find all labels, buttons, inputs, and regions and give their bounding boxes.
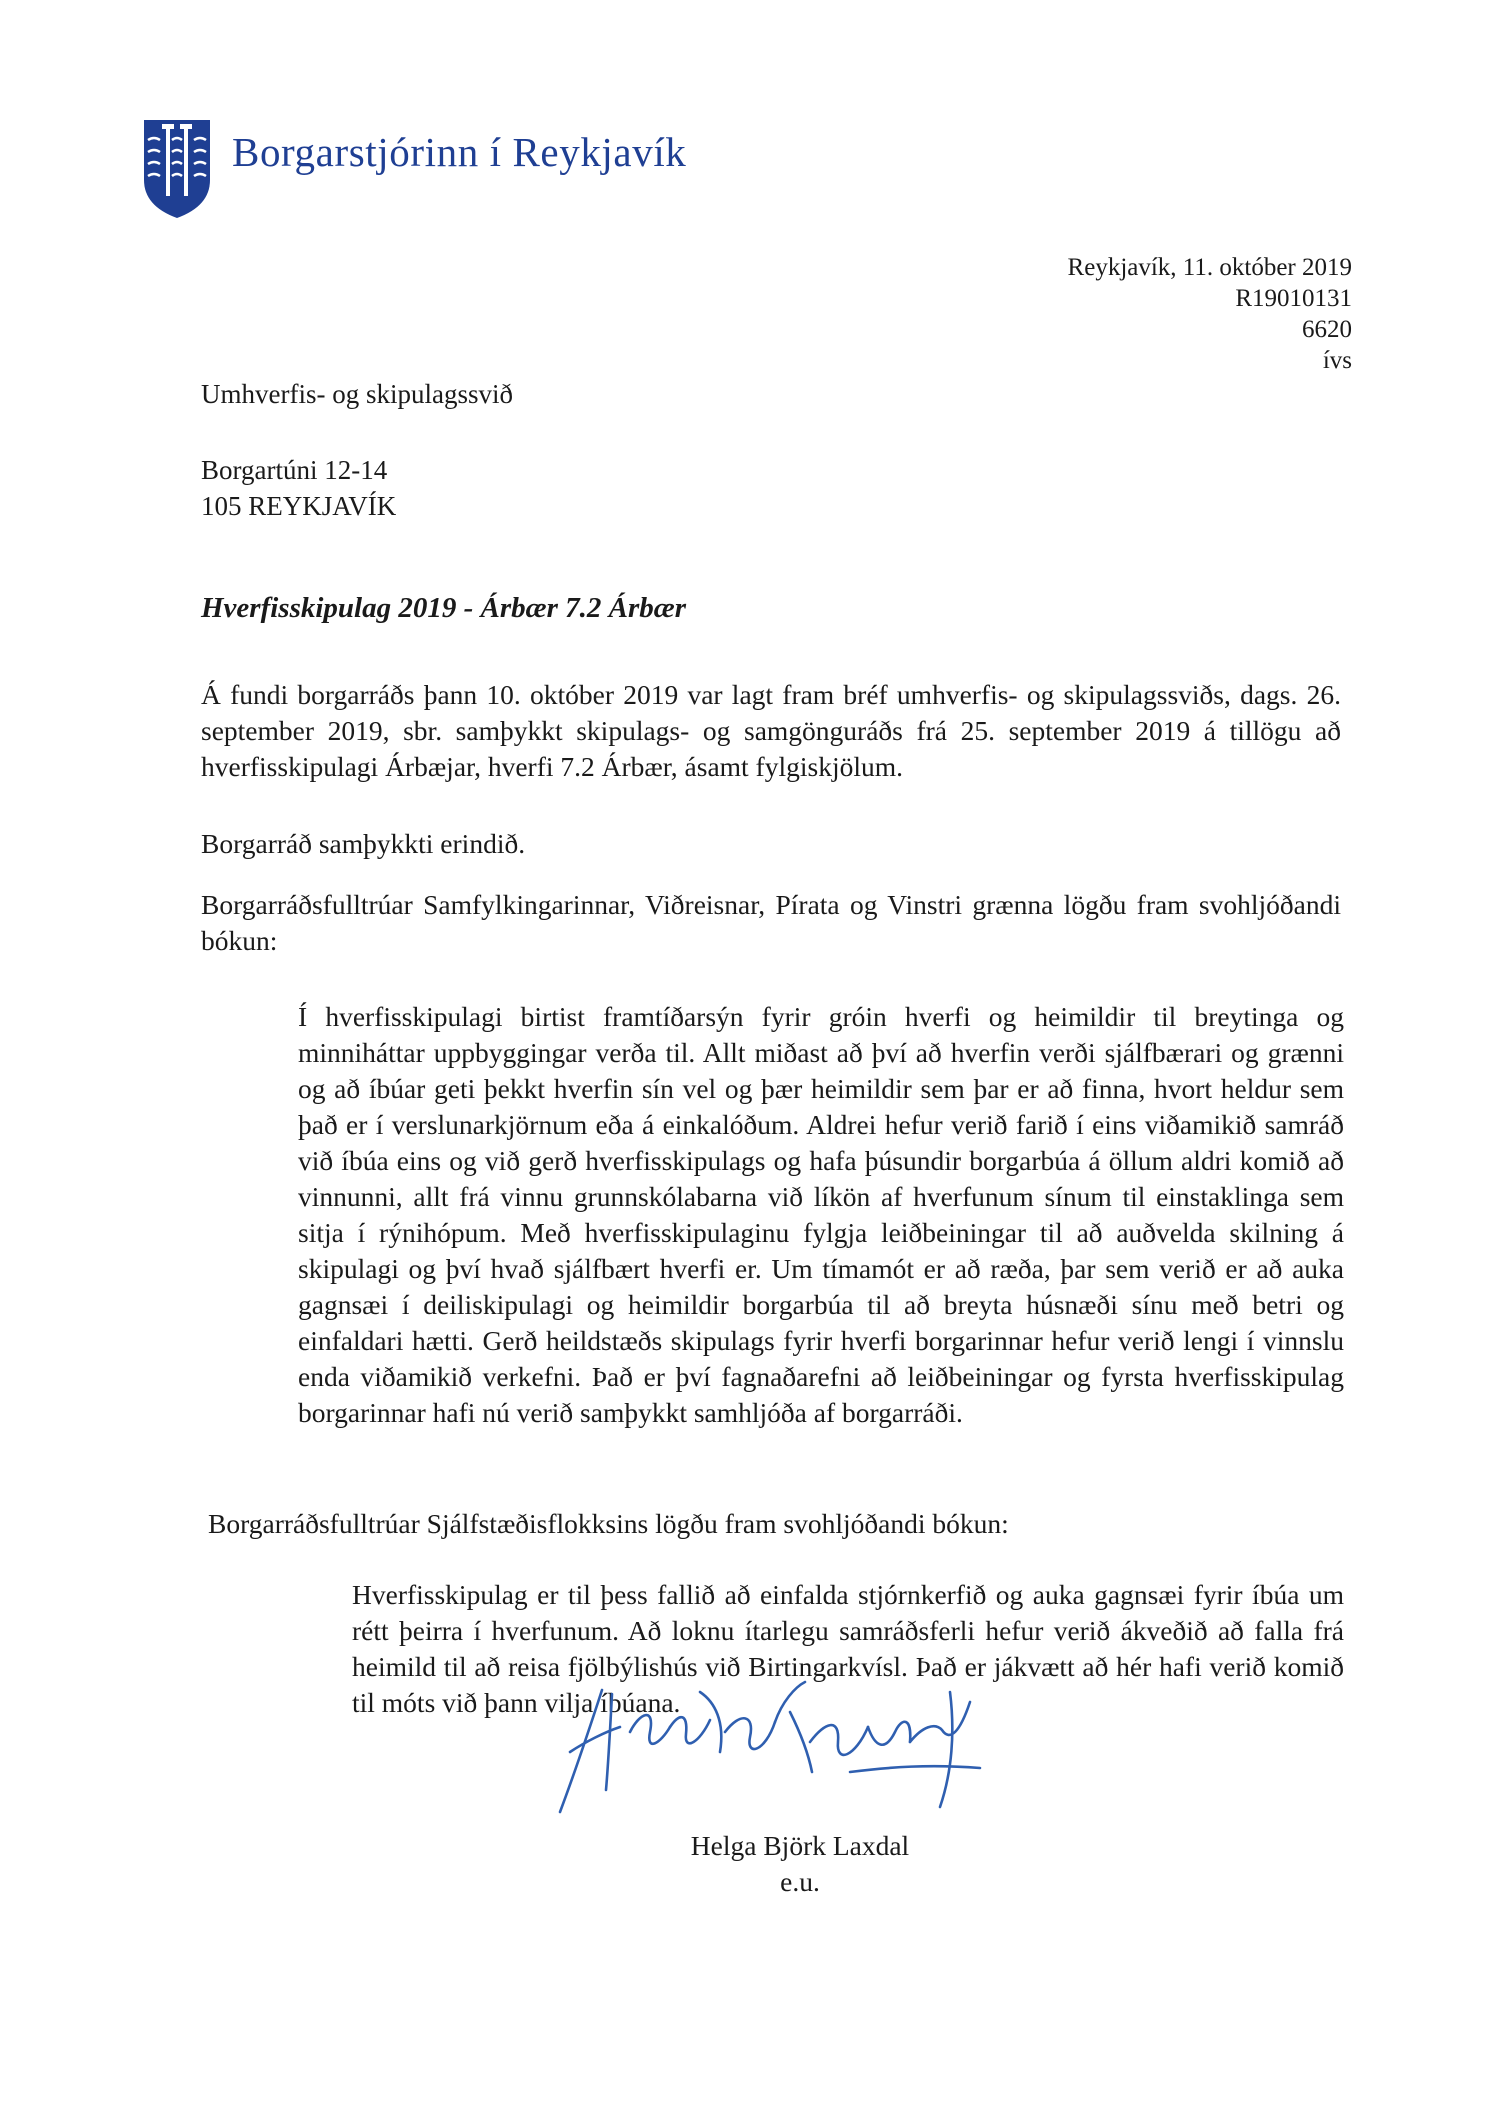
signer-suffix: e.u. (780, 1866, 820, 1897)
approval-paragraph: Borgarráð samþykkti erindið. (201, 828, 526, 859)
initials: ívs (1322, 347, 1352, 374)
signer-name: Helga Björk Laxdal (690, 1830, 910, 1861)
case-number: 6620 (1302, 316, 1352, 343)
statement1-quote: Í hverfisskipulagi birtist framtíðarsýn fyrir gróin hverfi og heimildir til breytinga og minniháttar uppbyggingar verða til. Allt miðast að því að hverfin verði sjálfbærari og grænni og að íbúar geti þekkt hverfin sín vel og þær heimildir sem þar er að finna, hvort heldur sem það er í verslunarkjörnum eða á einkalóðum. Aldrei hefur verið farið í eins viðamikið samráð við íbúa eins og við gerð hverfisskipulags og hafa þúsundir borgarbúa á öllum aldri komið að vinnunni, allt frá vinnu grunnskólabarna við líkön af hverfunum sínum til einstaklinga sem sitja í rýnihópum. Með hverfisskipulaginu fylgja leiðbeiningar til að auðvelda skilning á skipulagi og því hvað sjálfbært hverfi er. Um tímamót er að ræða, þar sem verið er að auka gagnsæi í deiliskipulagi og heimildir borgarbúa til að breyta húsnæði sínu með betri og einfaldari hætti. Gerð heildstæðs skipulags fyrir hverfi borgarinnar hefur verið lengi í vinnslu enda viðamikið verkefni. Það er því fagnaðarefni að leiðbeiningar og fyrsta hverfisskipulag borgarinnar hafi nú verið samþykkt samhljóða af borgarráði. (298, 1001, 1344, 1428)
recipient-postal: 105 REYKJAVÍK (201, 491, 397, 521)
coat-of-arms-icon (142, 118, 212, 220)
statement2-quote: Hverfisskipulag er til þess fallið að einfalda stjórnkerfið og auka gagnsæi fyrir íbúa um rétt þeirra í hverfunum. Að loknu ítarlegu samráðsferli hefur verið ákveðið að falla frá heimild til að reisa fjölbýlishús við Birtingarkvísl. Það er jákvætt að hér hafi verið komið til móts við þann vilja íbúana. (352, 1579, 1344, 1718)
handwritten-signature (550, 1672, 1010, 1822)
statement1-intro: Borgarráðsfulltrúar Samfylkingarinnar, Viðreisnar, Pírata og Vinstri grænna lögðu fram svohljóðandi bókun: (201, 889, 1341, 956)
intro-paragraph: Á fundi borgarráðs þann 10. október 2019 var lagt fram bréf umhverfis- og skipulagssviðs, dags. 26. september 2019, sbr. samþykkt skipulags- og samgönguráðs frá 25. september 2019 á tillögu að hverfisskipulagi Árbæjar, hverfi 7.2 Árbær, ásamt fylgiskjölum. (201, 679, 1341, 782)
subject-heading: Hverfisskipulag 2019 - Árbær 7.2 Árbær (201, 592, 686, 624)
letter-meta (1068, 252, 1352, 376)
recipient-street: Borgartúni 12-14 (201, 455, 388, 485)
reference-number: R19010131 (1235, 285, 1352, 312)
place-date: Reykjavík, 11. október 2019 (1067, 254, 1352, 281)
signer-block (640, 1828, 960, 1900)
organization-name: Borgarstjórinn í Reykjavík (232, 129, 687, 175)
statement2-intro: Borgarráðsfulltrúar Sjálfstæðisflokksins lögðu fram svohljóðandi bókun: (208, 1508, 1009, 1539)
recipient-department: Umhverfis- og skipulagssvið (201, 379, 513, 409)
